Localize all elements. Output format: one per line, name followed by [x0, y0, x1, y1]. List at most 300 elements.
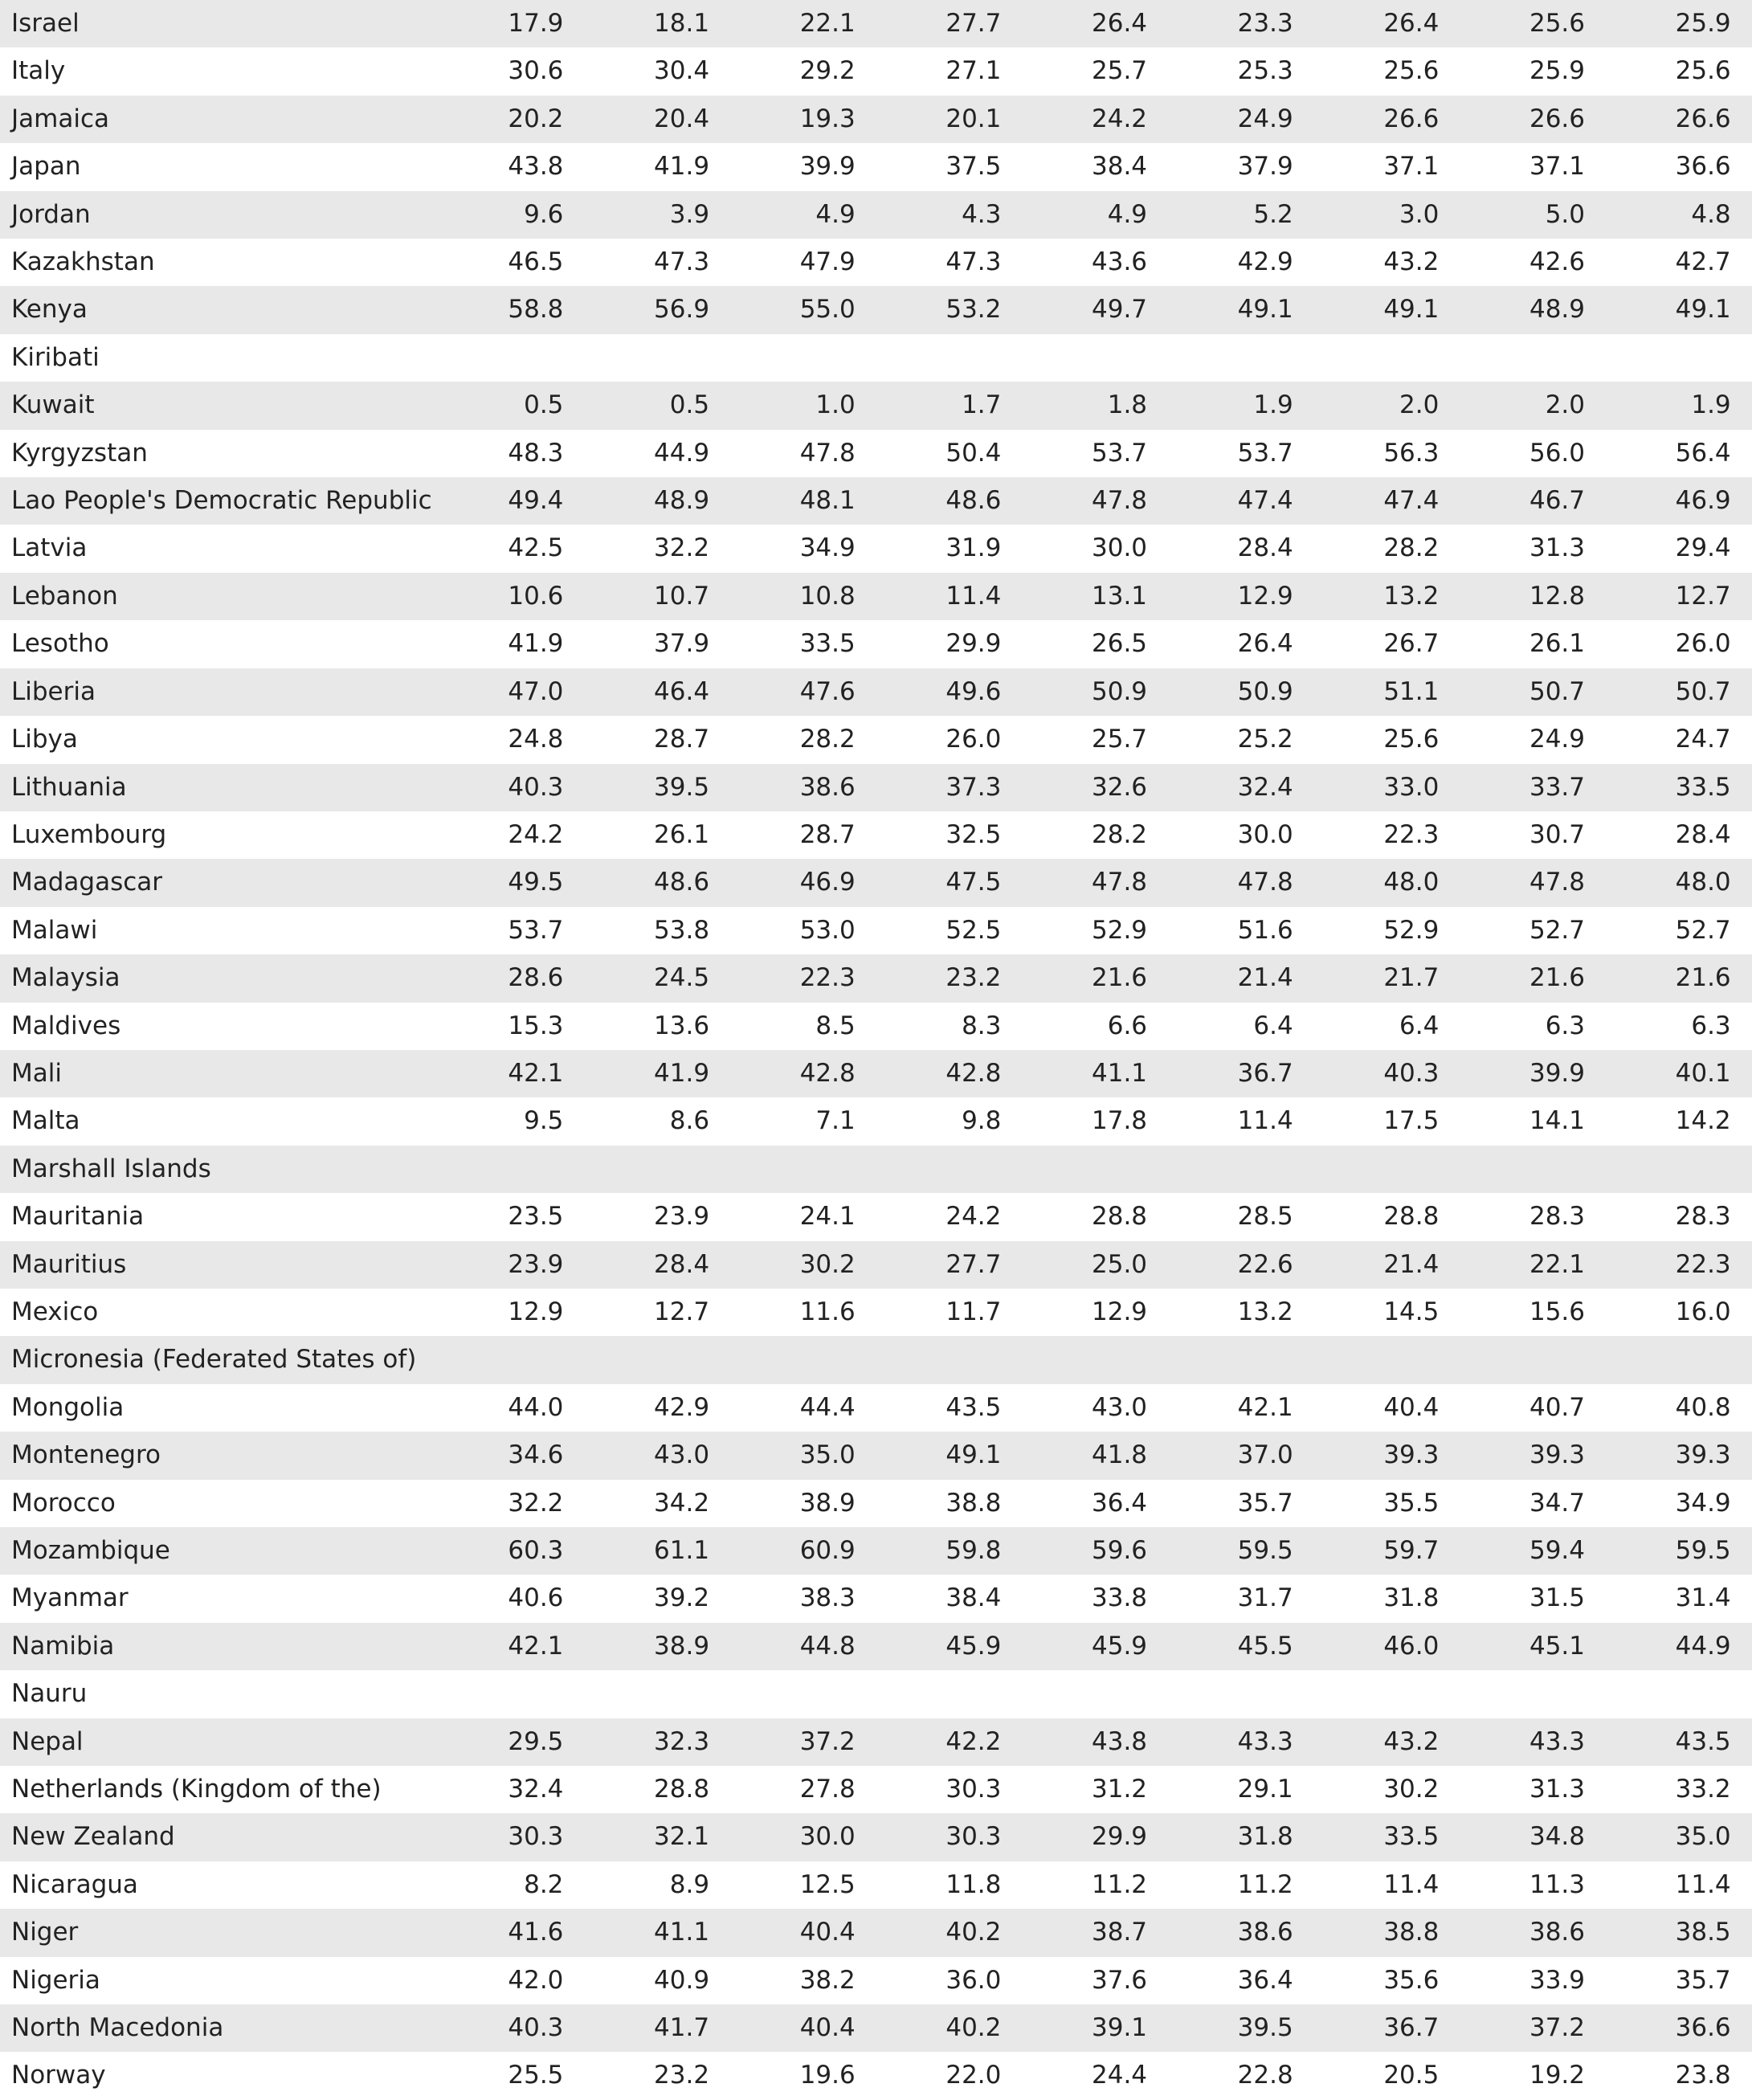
value-cell: 47.8 [1147, 859, 1293, 906]
country-name-cell: Mali [0, 1050, 438, 1097]
value-cell [1439, 1670, 1585, 1718]
value-cell: 28.7 [709, 811, 856, 859]
value-cell: 50.9 [1001, 668, 1147, 716]
value-cell: 24.2 [856, 1193, 1002, 1240]
value-cell: 7.1 [709, 1097, 856, 1145]
value-cell [1147, 334, 1293, 382]
value-cell: 42.0 [438, 1957, 563, 2004]
value-cell: 11.7 [856, 1289, 1002, 1336]
country-name-cell: Lesotho [0, 620, 438, 668]
value-cell: 15.3 [438, 1003, 563, 1050]
value-cell: 48.9 [563, 477, 709, 525]
value-cell: 33.5 [709, 620, 856, 668]
value-cell: 30.7 [1439, 811, 1585, 859]
value-cell: 15.6 [1439, 1289, 1585, 1336]
table-row [0, 1670, 1752, 1718]
value-cell: 25.6 [1439, 0, 1585, 47]
value-cell: 56.4 [1585, 430, 1731, 477]
value-cell: 48.9 [1439, 286, 1585, 333]
country-name-cell: Liberia [0, 668, 438, 716]
value-cell: 48.6 [563, 859, 709, 906]
value-cell: 40.1 [1585, 1050, 1731, 1097]
value-cell: 17.5 [1293, 1097, 1440, 1145]
value-cell: 59.5 [1147, 1527, 1293, 1575]
value-cell: 21.4 [1293, 1241, 1440, 1289]
value-cell: 1.9 [1585, 382, 1731, 429]
value-cell: 8.5 [709, 1003, 856, 1050]
value-cell: 32.2 [563, 525, 709, 572]
table-row [0, 334, 1752, 382]
value-cell: 25.9 [1439, 47, 1585, 95]
value-cell: 45.1 [1439, 1623, 1585, 1670]
country-name-cell: Marshall Islands [0, 1146, 438, 1193]
table-row [0, 954, 1752, 1002]
value-cell: 49.1 [856, 1432, 1002, 1479]
value-cell: 42.7 [1585, 239, 1731, 286]
row-padding-cell [1731, 430, 1752, 477]
row-padding-cell [1731, 191, 1752, 239]
value-cell: 40.2 [856, 2004, 1002, 2052]
value-cell [709, 1670, 856, 1718]
value-cell: 58.8 [438, 286, 563, 333]
row-padding-cell [1731, 334, 1752, 382]
value-cell: 46.5 [438, 239, 563, 286]
table-row [0, 1957, 1752, 2004]
country-name-cell: Kenya [0, 286, 438, 333]
value-cell: 40.4 [709, 2004, 856, 2052]
value-cell: 49.1 [1585, 286, 1731, 333]
value-cell: 34.2 [563, 1480, 709, 1527]
table-row [0, 191, 1752, 239]
row-padding-cell [1731, 96, 1752, 143]
value-cell: 11.4 [1293, 1861, 1440, 1909]
value-cell: 38.8 [856, 1480, 1002, 1527]
table-row [0, 1766, 1752, 1813]
value-cell [1439, 1146, 1585, 1193]
value-cell: 22.6 [1147, 1241, 1293, 1289]
value-cell: 12.8 [1439, 573, 1585, 620]
value-cell [563, 1336, 709, 1383]
table-row [0, 1718, 1752, 1766]
country-name-cell: Luxembourg [0, 811, 438, 859]
table-row [0, 1289, 1752, 1336]
table-row [0, 1623, 1752, 1670]
value-cell: 31.3 [1439, 525, 1585, 572]
value-cell: 56.0 [1439, 430, 1585, 477]
value-cell: 42.6 [1439, 239, 1585, 286]
value-cell: 28.7 [563, 716, 709, 763]
value-cell: 34.8 [1439, 1813, 1585, 1861]
value-cell: 39.5 [563, 764, 709, 811]
country-name-cell: Japan [0, 143, 438, 190]
row-padding-cell [1731, 620, 1752, 668]
row-padding-cell [1731, 286, 1752, 333]
value-cell: 47.5 [856, 859, 1002, 906]
country-name-cell: Nepal [0, 1718, 438, 1766]
value-cell: 34.7 [1439, 1480, 1585, 1527]
value-cell [856, 334, 1002, 382]
value-cell: 31.2 [1001, 1766, 1147, 1813]
row-padding-cell [1731, 1623, 1752, 1670]
value-cell: 42.5 [438, 525, 563, 572]
value-cell [1585, 1336, 1731, 1383]
value-cell: 21.6 [1001, 954, 1147, 1002]
value-cell: 42.9 [1147, 239, 1293, 286]
value-cell: 43.6 [1001, 239, 1147, 286]
country-name-cell: Netherlands (Kingdom of the) [0, 1766, 438, 1813]
value-cell: 44.8 [709, 1623, 856, 1670]
value-cell: 3.0 [1293, 191, 1440, 239]
value-cell: 53.0 [709, 907, 856, 954]
value-cell: 24.2 [438, 811, 563, 859]
country-name-cell: Morocco [0, 1480, 438, 1527]
value-cell: 37.6 [1001, 1957, 1147, 2004]
value-cell: 32.1 [563, 1813, 709, 1861]
value-cell: 35.5 [1293, 1480, 1440, 1527]
value-cell: 10.7 [563, 573, 709, 620]
value-cell: 39.2 [563, 1575, 709, 1622]
value-cell: 40.4 [1293, 1384, 1440, 1432]
value-cell: 47.3 [856, 239, 1002, 286]
value-cell: 47.6 [709, 668, 856, 716]
table-row [0, 1813, 1752, 1861]
value-cell: 11.2 [1001, 1861, 1147, 1909]
country-name-cell: Micronesia (Federated States of) [0, 1336, 438, 1383]
value-cell: 60.9 [709, 1527, 856, 1575]
value-cell: 24.1 [709, 1193, 856, 1240]
country-name-cell: Malawi [0, 907, 438, 954]
value-cell: 52.7 [1585, 907, 1731, 954]
value-cell: 40.2 [856, 1909, 1002, 1956]
value-cell: 43.3 [1439, 1718, 1585, 1766]
value-cell: 26.7 [1293, 620, 1440, 668]
value-cell: 26.5 [1001, 620, 1147, 668]
row-padding-cell [1731, 1003, 1752, 1050]
value-cell: 36.7 [1293, 2004, 1440, 2052]
value-cell: 48.6 [856, 477, 1002, 525]
value-cell: 23.9 [563, 1193, 709, 1240]
row-padding-cell [1731, 2052, 1752, 2099]
row-padding-cell [1731, 1575, 1752, 1622]
value-cell [438, 1670, 563, 1718]
country-name-cell: Nicaragua [0, 1861, 438, 1909]
value-cell: 39.3 [1439, 1432, 1585, 1479]
value-cell: 50.7 [1439, 668, 1585, 716]
value-cell: 0.5 [438, 382, 563, 429]
value-cell: 37.1 [1293, 143, 1440, 190]
table-row [0, 430, 1752, 477]
table-row [0, 811, 1752, 859]
value-cell: 38.7 [1001, 1909, 1147, 1956]
value-cell: 40.8 [1585, 1384, 1731, 1432]
table-row [0, 1575, 1752, 1622]
value-cell: 36.6 [1585, 143, 1731, 190]
value-cell: 37.9 [563, 620, 709, 668]
table-row [0, 1480, 1752, 1527]
country-name-cell: Libya [0, 716, 438, 763]
value-cell: 41.9 [563, 1050, 709, 1097]
row-padding-cell [1731, 1766, 1752, 1813]
value-cell: 59.8 [856, 1527, 1002, 1575]
value-cell: 38.5 [1585, 1909, 1731, 1956]
value-cell: 23.8 [1585, 2052, 1731, 2099]
value-cell: 13.6 [563, 1003, 709, 1050]
value-cell: 43.0 [1001, 1384, 1147, 1432]
value-cell: 24.2 [1001, 96, 1147, 143]
value-cell: 21.6 [1439, 954, 1585, 1002]
country-name-cell: Maldives [0, 1003, 438, 1050]
table-row [0, 239, 1752, 286]
value-cell [563, 1146, 709, 1193]
table-row [0, 1241, 1752, 1289]
country-name-cell: Niger [0, 1909, 438, 1956]
table-row [0, 668, 1752, 716]
value-cell: 23.5 [438, 1193, 563, 1240]
value-cell: 19.3 [709, 96, 856, 143]
value-cell: 12.9 [1147, 573, 1293, 620]
value-cell: 6.4 [1293, 1003, 1440, 1050]
value-cell: 31.5 [1439, 1575, 1585, 1622]
value-cell: 0.5 [563, 382, 709, 429]
value-cell: 31.7 [1147, 1575, 1293, 1622]
value-cell: 25.7 [1001, 716, 1147, 763]
value-cell: 17.8 [1001, 1097, 1147, 1145]
value-cell: 28.8 [1293, 1193, 1440, 1240]
value-cell: 47.9 [709, 239, 856, 286]
country-name-cell: Mauritius [0, 1241, 438, 1289]
value-cell: 30.3 [856, 1813, 1002, 1861]
value-cell: 40.3 [438, 2004, 563, 2052]
value-cell: 43.8 [438, 143, 563, 190]
value-cell: 38.3 [709, 1575, 856, 1622]
row-padding-cell [1731, 668, 1752, 716]
row-padding-cell [1731, 1957, 1752, 2004]
value-cell: 24.9 [1147, 96, 1293, 143]
value-cell: 11.6 [709, 1289, 856, 1336]
value-cell: 1.7 [856, 382, 1002, 429]
value-cell: 41.7 [563, 2004, 709, 2052]
row-padding-cell [1731, 859, 1752, 906]
value-cell: 44.4 [709, 1384, 856, 1432]
country-name-cell: Jordan [0, 191, 438, 239]
row-padding-cell [1731, 1097, 1752, 1145]
value-cell: 34.6 [438, 1432, 563, 1479]
country-name-cell: Kiribati [0, 334, 438, 382]
value-cell [1001, 334, 1147, 382]
value-cell: 24.9 [1439, 716, 1585, 763]
value-cell: 12.5 [709, 1861, 856, 1909]
value-cell: 11.4 [856, 573, 1002, 620]
value-cell: 43.2 [1293, 239, 1440, 286]
value-cell: 23.2 [563, 2052, 709, 2099]
table-row [0, 620, 1752, 668]
table-row [0, 96, 1752, 143]
table-row [0, 525, 1752, 572]
table-row [0, 907, 1752, 954]
value-cell: 42.1 [438, 1623, 563, 1670]
value-cell: 46.0 [1293, 1623, 1440, 1670]
row-padding-cell [1731, 1193, 1752, 1240]
value-cell: 31.9 [856, 525, 1002, 572]
value-cell: 22.8 [1147, 2052, 1293, 2099]
country-name-cell: Kazakhstan [0, 239, 438, 286]
value-cell: 53.7 [438, 907, 563, 954]
value-cell: 39.9 [709, 143, 856, 190]
value-cell: 28.4 [1585, 811, 1731, 859]
value-cell [438, 1336, 563, 1383]
row-padding-cell [1731, 1432, 1752, 1479]
country-name-cell: Lebanon [0, 573, 438, 620]
value-cell: 24.7 [1585, 716, 1731, 763]
value-cell: 22.1 [1439, 1241, 1585, 1289]
table-row [0, 1050, 1752, 1097]
value-cell: 8.3 [856, 1003, 1002, 1050]
value-cell: 28.3 [1439, 1193, 1585, 1240]
table-row [0, 1527, 1752, 1575]
value-cell: 1.8 [1001, 382, 1147, 429]
row-padding-cell [1731, 382, 1752, 429]
value-cell [1293, 334, 1440, 382]
value-cell: 17.9 [438, 0, 563, 47]
value-cell: 26.4 [1147, 620, 1293, 668]
value-cell: 52.9 [1001, 907, 1147, 954]
value-cell: 28.2 [1293, 525, 1440, 572]
value-cell: 28.5 [1147, 1193, 1293, 1240]
value-cell: 23.3 [1147, 0, 1293, 47]
country-name-cell: Latvia [0, 525, 438, 572]
value-cell: 38.8 [1293, 1909, 1440, 1956]
country-name-cell: Kuwait [0, 382, 438, 429]
value-cell: 23.2 [856, 954, 1002, 1002]
value-cell: 31.3 [1439, 1766, 1585, 1813]
value-cell: 47.4 [1293, 477, 1440, 525]
value-cell: 22.0 [856, 2052, 1002, 2099]
value-cell: 48.0 [1293, 859, 1440, 906]
value-cell [709, 334, 856, 382]
value-cell [563, 334, 709, 382]
value-cell: 26.1 [1439, 620, 1585, 668]
value-cell: 22.3 [1293, 811, 1440, 859]
value-cell: 27.7 [856, 1241, 1002, 1289]
table-row [0, 382, 1752, 429]
value-cell: 48.3 [438, 430, 563, 477]
value-cell: 11.2 [1147, 1861, 1293, 1909]
country-name-cell: Mongolia [0, 1384, 438, 1432]
value-cell: 6.6 [1001, 1003, 1147, 1050]
row-padding-cell [1731, 573, 1752, 620]
value-cell: 29.4 [1585, 525, 1731, 572]
value-cell: 14.1 [1439, 1097, 1585, 1145]
country-name-cell: North Macedonia [0, 2004, 438, 2052]
country-name-cell: Mexico [0, 1289, 438, 1336]
value-cell [1147, 1670, 1293, 1718]
value-cell: 60.3 [438, 1527, 563, 1575]
value-cell: 39.9 [1439, 1050, 1585, 1097]
value-cell [1147, 1336, 1293, 1383]
value-cell: 20.5 [1293, 2052, 1440, 2099]
value-cell: 33.7 [1439, 764, 1585, 811]
value-cell: 33.0 [1293, 764, 1440, 811]
value-cell: 40.3 [1293, 1050, 1440, 1097]
value-cell [1001, 1336, 1147, 1383]
value-cell: 59.7 [1293, 1527, 1440, 1575]
value-cell: 29.9 [1001, 1813, 1147, 1861]
value-cell [1293, 1146, 1440, 1193]
value-cell: 25.6 [1293, 716, 1440, 763]
value-cell: 52.7 [1439, 907, 1585, 954]
value-cell: 56.9 [563, 286, 709, 333]
value-cell: 1.0 [709, 382, 856, 429]
value-cell: 44.9 [563, 430, 709, 477]
row-padding-cell [1731, 1813, 1752, 1861]
value-cell: 38.9 [709, 1480, 856, 1527]
country-name-cell: Mozambique [0, 1527, 438, 1575]
value-cell: 37.2 [1439, 2004, 1585, 2052]
value-cell: 23.9 [438, 1241, 563, 1289]
value-cell: 51.1 [1293, 668, 1440, 716]
value-cell: 27.7 [856, 0, 1002, 47]
value-cell: 26.1 [563, 811, 709, 859]
value-cell: 8.6 [563, 1097, 709, 1145]
row-padding-cell [1731, 477, 1752, 525]
country-name-cell: Malaysia [0, 954, 438, 1002]
value-cell: 21.7 [1293, 954, 1440, 1002]
value-cell: 13.2 [1147, 1289, 1293, 1336]
row-padding-cell [1731, 716, 1752, 763]
value-cell: 44.9 [1585, 1623, 1731, 1670]
value-cell: 28.4 [563, 1241, 709, 1289]
value-cell: 36.7 [1147, 1050, 1293, 1097]
value-cell: 46.9 [1585, 477, 1731, 525]
table-row [0, 1861, 1752, 1909]
value-cell: 8.9 [563, 1861, 709, 1909]
table-row [0, 716, 1752, 763]
country-name-cell: Italy [0, 47, 438, 95]
value-cell: 35.0 [709, 1432, 856, 1479]
value-cell: 52.9 [1293, 907, 1440, 954]
value-cell: 46.7 [1439, 477, 1585, 525]
value-cell: 49.6 [856, 668, 1002, 716]
value-cell: 36.4 [1001, 1480, 1147, 1527]
value-cell: 43.3 [1147, 1718, 1293, 1766]
value-cell: 36.6 [1585, 2004, 1731, 2052]
value-cell: 43.2 [1293, 1718, 1440, 1766]
value-cell: 20.4 [563, 96, 709, 143]
table-row [0, 286, 1752, 333]
value-cell: 33.9 [1439, 1957, 1585, 2004]
value-cell: 19.6 [709, 2052, 856, 2099]
row-padding-cell [1731, 47, 1752, 95]
value-cell: 19.2 [1439, 2052, 1585, 2099]
value-cell: 25.6 [1293, 47, 1440, 95]
row-padding-cell [1731, 1336, 1752, 1383]
value-cell: 5.0 [1439, 191, 1585, 239]
value-cell: 53.7 [1001, 430, 1147, 477]
value-cell: 43.8 [1001, 1718, 1147, 1766]
value-cell: 44.0 [438, 1384, 563, 1432]
value-cell: 35.6 [1293, 1957, 1440, 2004]
value-cell: 47.3 [563, 239, 709, 286]
country-name-cell: Israel [0, 0, 438, 47]
table-row [0, 764, 1752, 811]
row-padding-cell [1731, 1861, 1752, 1909]
value-cell: 41.9 [563, 143, 709, 190]
country-name-cell: Nigeria [0, 1957, 438, 2004]
value-cell: 41.8 [1001, 1432, 1147, 1479]
value-cell [1293, 1336, 1440, 1383]
value-cell: 21.4 [1147, 954, 1293, 1002]
value-cell: 28.8 [563, 1766, 709, 1813]
